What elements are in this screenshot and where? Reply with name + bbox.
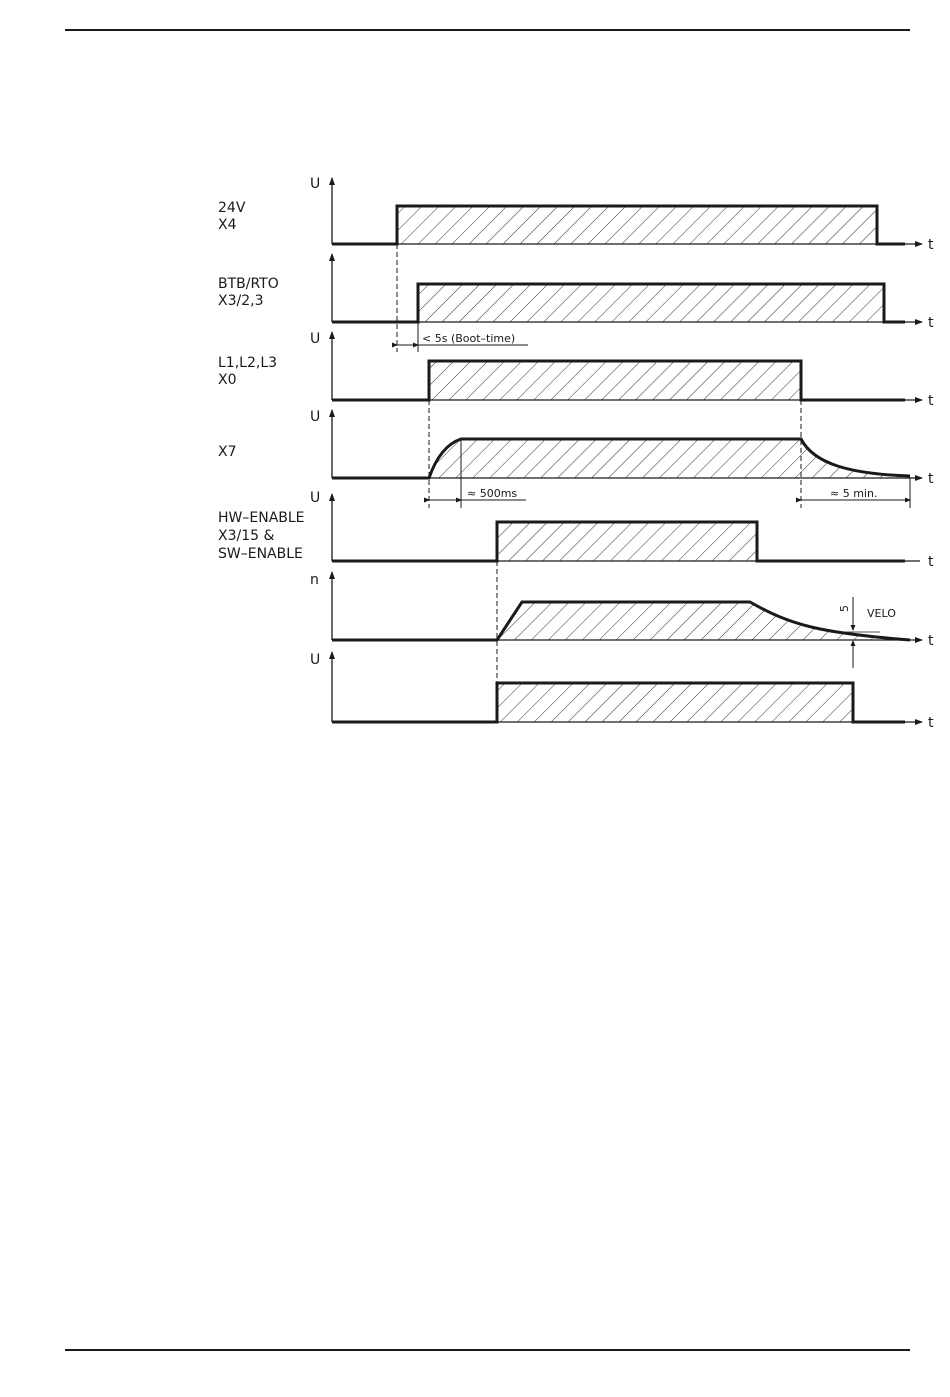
- t-axis-label: t: [928, 237, 934, 253]
- signal-fill: [397, 206, 877, 244]
- t-axis-label: t: [928, 471, 934, 487]
- signal-fill: [418, 284, 884, 322]
- row-l1-l2-l3-x0: [218, 331, 934, 409]
- y-axis-label: U: [310, 409, 321, 425]
- row-label: X7: [218, 444, 237, 460]
- signal-fill: [497, 522, 757, 561]
- signal-fill: [429, 361, 801, 400]
- boot-time-label: < 5s (Boot–time): [422, 332, 516, 345]
- row-label: HW–ENABLE X3/15 & SW–ENABLE: [218, 510, 305, 562]
- y-axis-label: U: [310, 331, 321, 347]
- row-x7: [218, 409, 934, 487]
- row-hw-enable: [218, 490, 934, 570]
- y-axis-label: U: [310, 490, 321, 506]
- discharge-time-label: ≈ 5 min.: [830, 487, 878, 500]
- row-label: L1,L2,L3 X0: [218, 355, 278, 388]
- row-output: [310, 652, 934, 731]
- charge-time-label: ≈ 500ms: [467, 487, 518, 500]
- signal-fill: [497, 683, 853, 722]
- t-axis-label: t: [928, 393, 934, 409]
- velo-threshold-label: 5: [838, 605, 851, 612]
- row-btb-rto: [218, 254, 934, 331]
- y-axis-label: n: [310, 572, 319, 588]
- t-axis-label: t: [928, 633, 934, 649]
- y-axis-label: U: [310, 176, 321, 192]
- velo-label: VELO: [867, 607, 896, 620]
- row-speed: [310, 572, 934, 668]
- t-axis-label: t: [928, 315, 934, 331]
- discharge-time-dimension: [801, 400, 910, 508]
- row-label: 24V X4: [218, 200, 246, 233]
- row-label: BTB/RTO X3/2,3: [218, 276, 279, 309]
- y-axis-label: U: [310, 652, 321, 668]
- t-axis-label: t: [928, 554, 934, 570]
- row-24v-x4: [218, 176, 934, 253]
- signal-fill: [429, 439, 910, 478]
- t-axis-label: t: [928, 715, 934, 731]
